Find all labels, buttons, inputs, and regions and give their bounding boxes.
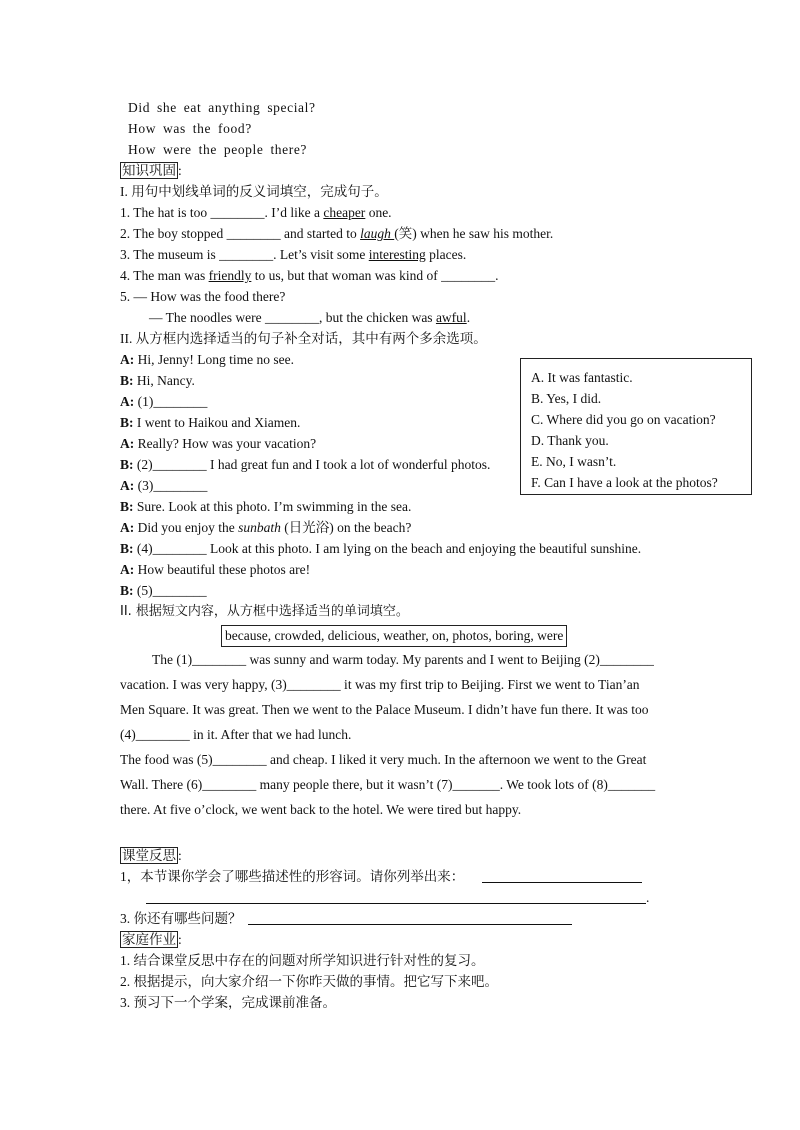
answer-line xyxy=(146,903,646,904)
passage-line: (4)________ in it. After that we had lunch. xyxy=(120,727,352,742)
review-question: Did she eat anything special? xyxy=(128,100,316,115)
line-text: I went to Haikou and Xiamen. xyxy=(133,415,301,430)
line-text: (3)________ xyxy=(134,478,208,493)
speaker-label: A: xyxy=(120,352,135,367)
italic-word: sunbath xyxy=(238,520,281,535)
speaker-label: B: xyxy=(120,415,134,430)
homework-heading-row xyxy=(120,931,182,949)
question-5-prompt: 5. — How was the food there? xyxy=(120,289,286,304)
dialogue-line xyxy=(120,372,195,390)
dialogue-line xyxy=(120,414,300,432)
option-item: C. Where did you go on vacation? xyxy=(531,412,716,427)
q3-text: 3. The museum is ________. Let’s visit some xyxy=(120,247,369,262)
speaker-label: A: xyxy=(120,436,135,451)
line-text: Really? How was your vacation? xyxy=(134,436,317,451)
answer-line xyxy=(248,924,572,925)
homework-item: 3. 预习下一个学案，完成课前准备。 xyxy=(120,995,336,1010)
line-text: Did you enjoy the xyxy=(134,520,239,535)
q5-text: — The noodles were ________, but the chicken was xyxy=(149,310,436,325)
line-tail: (日光浴) on the beach? xyxy=(280,520,412,535)
passage-line: Men Square. It was great. Then we went to the Palace Museum. I didn’t have fun there. It was too xyxy=(120,702,649,717)
speaker-label: A: xyxy=(120,562,135,577)
consolidation-heading-row xyxy=(120,162,182,180)
reflection-question-3: 3. 你还有哪些问题？ xyxy=(120,911,242,926)
answer-line-end: . xyxy=(646,890,650,905)
q2-tail: (笑) when he saw his mother. xyxy=(394,226,554,241)
speaker-label: B: xyxy=(120,499,134,514)
q2-text: 2. The boy stopped ________ and started to xyxy=(120,226,361,241)
option-item: A. It was fantastic. xyxy=(531,370,633,385)
dialogue-line xyxy=(120,477,207,495)
question-5-answer xyxy=(149,309,470,327)
passage-line: vacation. I was very happy, (3)________ it was my first trip to Beijing. First we went to Tian’an xyxy=(120,677,640,692)
word-box: because, crowded, delicious, weather, on, photos, boring, were xyxy=(221,625,567,647)
dialogue-line xyxy=(120,582,207,600)
q1-text: 1. The hat is too ________. I’d like a xyxy=(120,205,324,220)
question-2 xyxy=(120,225,553,243)
reflection-heading-row xyxy=(120,847,182,865)
question-3 xyxy=(120,246,466,264)
q3-tail: places. xyxy=(425,247,467,262)
option-item: B. Yes, I did. xyxy=(531,391,602,406)
passage-line: there. At five o’clock, we went back to the hotel. We were tired but happy. xyxy=(120,802,522,817)
option-item: D. Thank you. xyxy=(531,433,609,448)
speaker-label: A: xyxy=(120,478,135,493)
part2-instruction: II. 从方框内选择适当的句子补全对话，其中有两个多余选项。 xyxy=(120,331,487,346)
q3-keyword: interesting xyxy=(368,247,426,262)
option-item: E. No, I wasn’t. xyxy=(531,454,617,469)
reflection-heading: 课堂反思 xyxy=(122,848,176,863)
q4-text: 4. The man was xyxy=(120,268,209,283)
reflection-question-1: 1，本节课你学会了哪些描述性的形容词。请你列举出来： xyxy=(120,869,465,884)
part1-instruction: I. 用句中划线单词的反义词填空，完成句子。 xyxy=(120,184,388,199)
review-question: How was the food? xyxy=(128,121,252,136)
dialogue-line xyxy=(120,351,294,369)
dialogue-line xyxy=(120,540,641,558)
q1-keyword: cheaper xyxy=(323,205,366,220)
line-text: (4)________ Look at this photo. I am lying on the beach and enjoying the beautiful sunshine. xyxy=(133,541,642,556)
line-text: Sure. Look at this photo. I’m swimming in the sea. xyxy=(133,499,412,514)
question-1 xyxy=(120,204,392,222)
homework-heading: 家庭作业 xyxy=(122,932,176,947)
speaker-label: B: xyxy=(120,373,134,388)
options-box xyxy=(520,358,752,495)
answer-line xyxy=(482,882,642,883)
line-text: (1)________ xyxy=(134,394,208,409)
review-question: How were the people there? xyxy=(128,142,308,157)
q5-tail: . xyxy=(466,310,471,325)
q2-keyword: laugh xyxy=(360,226,395,241)
speaker-label: B: xyxy=(120,583,134,598)
q5-keyword: awful xyxy=(435,310,467,325)
heading-colon: : xyxy=(178,848,182,863)
passage-line: The food was (5)________ and cheap. I liked it very much. In the afternoon we went to the Great xyxy=(120,752,647,767)
line-text: (5)________ xyxy=(133,583,207,598)
consolidation-heading: 知识巩固 xyxy=(122,163,176,178)
dialogue-line xyxy=(120,498,411,516)
wordfill-instruction: II. 根据短文内容，从方框中选择适当的单词填空。 xyxy=(120,604,409,619)
dialogue-line xyxy=(120,393,207,411)
q4-keyword: friendly xyxy=(208,268,252,283)
dialogue-line xyxy=(120,435,316,453)
line-text: How beautiful these photos are! xyxy=(134,562,311,577)
passage-line: Wall. There (6)________ many people there, but it wasn’t (7)_______. We took lots of (8)_______ xyxy=(120,777,656,792)
heading-colon: : xyxy=(178,932,182,947)
homework-item: 2. 根据提示，向大家介绍一下你昨天做的事情。把它写下来吧。 xyxy=(120,974,498,989)
dialogue-line xyxy=(120,561,310,579)
dialogue-line xyxy=(120,456,490,474)
dialogue-line xyxy=(120,519,411,537)
question-4 xyxy=(120,267,498,285)
homework-item: 1. 结合课堂反思中存在的问题对所学知识进行针对性的复习。 xyxy=(120,953,485,968)
option-item: F. Can I have a look at the photos? xyxy=(531,475,718,490)
speaker-label: A: xyxy=(120,520,135,535)
q1-tail: one. xyxy=(365,205,392,220)
speaker-label: B: xyxy=(120,541,134,556)
line-text: Hi, Jenny! Long time no see. xyxy=(134,352,294,367)
heading-colon: : xyxy=(178,163,182,178)
speaker-label: B: xyxy=(120,457,134,472)
passage-line: The (1)________ was sunny and warm today. My parents and I went to Beijing (2)________ xyxy=(152,652,654,667)
line-text: Hi, Nancy. xyxy=(133,373,195,388)
line-text: (2)________ I had great fun and I took a lot of wonderful photos. xyxy=(133,457,491,472)
q4-tail: to us, but that woman was kind of ________. xyxy=(251,268,499,283)
speaker-label: A: xyxy=(120,394,135,409)
